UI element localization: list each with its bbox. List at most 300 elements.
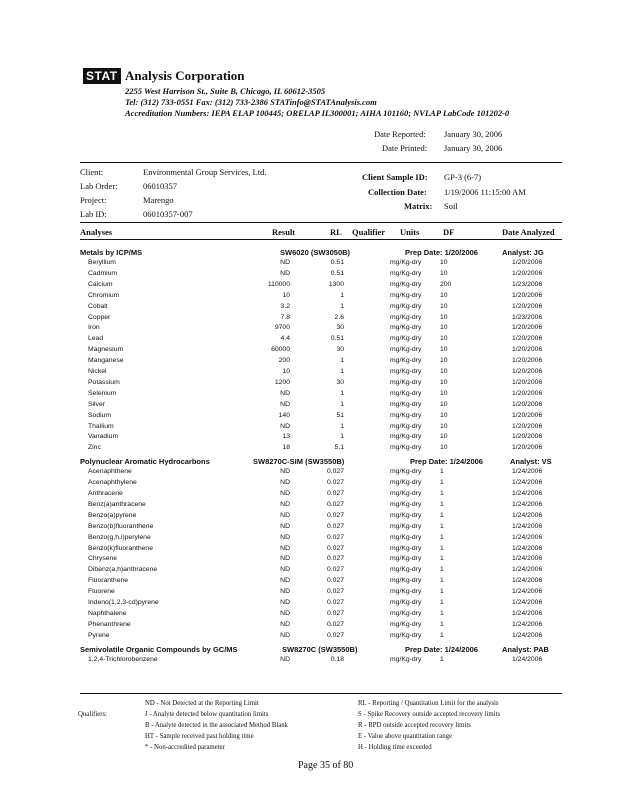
cell-analyte: Fluoranthene <box>88 577 129 585</box>
cell-units: mg/Kg-dry <box>390 291 422 299</box>
cell-result: 140 <box>278 411 290 419</box>
qualifier-item: R - RPD outside accepted recovery limits <box>358 722 471 729</box>
cell-df: 10 <box>440 433 448 441</box>
cell-df: 1 <box>440 555 444 563</box>
cell-df: 10 <box>440 389 448 397</box>
cell-result: 9700 <box>274 324 290 332</box>
cell-df: 1 <box>440 511 444 519</box>
table-row <box>0 588 642 598</box>
cell-date: 1/24/2006 <box>512 566 543 574</box>
cell-result: ND <box>280 588 290 596</box>
cell-units: mg/Kg-dry <box>390 269 422 277</box>
cell-result: ND <box>280 468 290 476</box>
cell-result: 13 <box>282 433 290 441</box>
cell-analyte: Nickel <box>88 368 107 375</box>
cell-analyte: Zinc <box>88 444 101 452</box>
cell-analyte: Calcium <box>88 280 113 288</box>
cell-result: ND <box>280 599 290 606</box>
cell-df: 10 <box>440 269 448 277</box>
col-date-analyzed: Date Analyzed <box>502 227 555 237</box>
table-row <box>0 423 642 433</box>
cell-units: mg/Kg-dry <box>390 555 422 563</box>
cell-units: mg/Kg-dry <box>390 324 422 332</box>
cell-date: 1/24/2006 <box>512 479 543 487</box>
cell-analyte: Benzo(g,h,i)perylene <box>88 533 151 541</box>
table-row <box>0 259 642 269</box>
cell-analyte: Benzo(b)fluoranthene <box>88 522 154 530</box>
cell-rl: 0.027 <box>326 577 344 585</box>
cell-units: mg/Kg-dry <box>390 346 422 354</box>
table-row <box>0 433 642 443</box>
client-value: Environmental Group Services, Ltd. <box>143 167 267 177</box>
cell-df: 1 <box>440 620 444 628</box>
table-row <box>0 379 642 389</box>
qualifier-item: ND - Not Detected at the Reporting Limit <box>145 700 259 707</box>
cell-date: 1/20/2006 <box>512 422 543 430</box>
section-analyst: Analyst: JG <box>502 248 544 257</box>
cell-df: 1 <box>440 468 444 476</box>
cell-df: 1 <box>440 544 444 552</box>
cell-date: 1/20/2006 <box>512 259 543 266</box>
cell-date: 1/24/2006 <box>512 588 543 596</box>
cell-rl: 0.027 <box>326 479 344 487</box>
cell-df: 1 <box>440 655 444 663</box>
cell-date: 1/24/2006 <box>512 500 543 508</box>
cell-units: mg/Kg-dry <box>390 259 422 266</box>
cell-result: 200 <box>278 357 290 365</box>
cell-analyte: Silver <box>88 400 105 408</box>
cell-result: 1200 <box>274 378 290 386</box>
cell-result: 3.2 <box>280 302 290 310</box>
cell-rl: 0.18 <box>330 655 344 663</box>
table-row <box>0 555 642 565</box>
cell-analyte: Benz(a)anthracene <box>88 500 146 508</box>
cell-df: 1 <box>440 522 444 530</box>
section-prep-date: Prep Date: 1/20/2006 <box>405 248 478 257</box>
sample-id-value: GP-3 (6-7) <box>444 172 482 182</box>
divider-client <box>80 222 562 223</box>
cell-df: 1 <box>440 577 444 585</box>
qualifier-item: HT - Sample received past holding time <box>145 733 254 740</box>
table-row <box>0 368 642 378</box>
cell-date: 1/20/2006 <box>512 291 543 299</box>
table-row <box>0 346 642 356</box>
cell-units: mg/Kg-dry <box>390 544 422 552</box>
cell-analyte: Potassium <box>88 378 120 386</box>
table-row <box>0 490 642 500</box>
cell-rl: 1 <box>340 302 344 310</box>
cell-units: mg/Kg-dry <box>390 302 422 310</box>
section-header <box>0 645 642 655</box>
date-printed-label: Date Printed: <box>382 143 428 153</box>
col-qualifier: Qualifier <box>352 227 386 237</box>
cell-rl: 0.027 <box>326 522 344 530</box>
collection-date-value: 1/19/2006 11:15:00 AM <box>444 187 526 197</box>
project-value: Marengo <box>143 195 174 205</box>
project-label: Project: <box>80 195 107 205</box>
cell-df: 200 <box>440 280 452 288</box>
cell-result: 10 <box>282 368 290 375</box>
qualifier-item: J - Analyte detected below quantitation limits <box>145 711 269 718</box>
cell-units: mg/Kg-dry <box>390 655 422 663</box>
cell-units: mg/Kg-dry <box>390 599 422 606</box>
cell-rl: 0.027 <box>326 609 344 617</box>
cell-date: 1/20/2006 <box>512 324 543 332</box>
cell-analyte: Iron <box>88 324 100 332</box>
collection-date-label: Collection Date: <box>368 187 427 197</box>
table-row <box>0 314 642 324</box>
section-header <box>0 248 642 258</box>
cell-units: mg/Kg-dry <box>390 411 422 419</box>
cell-date: 1/20/2006 <box>512 433 543 441</box>
cell-date: 1/24/2006 <box>512 490 543 497</box>
cell-result: ND <box>280 522 290 530</box>
divider-qualifiers <box>80 693 562 694</box>
cell-rl: 30 <box>336 324 344 332</box>
cell-analyte: Copper <box>88 313 111 321</box>
cell-units: mg/Kg-dry <box>390 620 422 628</box>
qualifiers-label: Qualifiers: <box>78 711 108 718</box>
cell-units: mg/Kg-dry <box>390 313 422 321</box>
cell-date: 1/24/2006 <box>512 620 543 628</box>
cell-rl: 0.51 <box>330 259 344 266</box>
cell-units: mg/Kg-dry <box>390 500 422 508</box>
cell-units: mg/Kg-dry <box>390 444 422 452</box>
section-title: Polynuclear Aromatic Hydrocarbons <box>80 457 210 467</box>
cell-rl: 0.027 <box>326 490 344 497</box>
cell-rl: 1 <box>340 357 344 365</box>
section-prep-date: Prep Date: 1/24/2006 <box>410 457 483 467</box>
cell-analyte: Chrysene <box>88 555 118 563</box>
lab-order-label: Lab Order: <box>80 181 118 191</box>
cell-date: 1/20/2006 <box>512 368 543 375</box>
cell-rl: 0.027 <box>326 588 344 596</box>
cell-rl: 51 <box>336 411 344 419</box>
cell-date: 1/24/2006 <box>512 544 543 552</box>
cell-date: 1/24/2006 <box>512 655 543 663</box>
cell-result: ND <box>280 500 290 508</box>
cell-date: 1/24/2006 <box>512 609 543 617</box>
cell-rl: 30 <box>336 346 344 354</box>
cell-rl: 0.027 <box>326 620 344 628</box>
cell-analyte: Magnesium <box>88 346 124 354</box>
cell-df: 1 <box>440 500 444 508</box>
company-contact: Tel: (312) 733-0551 Fax: (312) 733-2386 STATinfo@STATAnalysis.com <box>125 97 377 107</box>
table-row <box>0 390 642 400</box>
cell-analyte: Benzo(a)pyrene <box>88 511 137 519</box>
cell-analyte: Beryllium <box>88 259 116 266</box>
cell-rl: 1 <box>340 368 344 375</box>
date-reported-value: January 30, 2006 <box>444 129 503 139</box>
cell-df: 10 <box>440 324 448 332</box>
table-row <box>0 545 642 555</box>
client-label: Client: <box>80 167 104 177</box>
cell-date: 1/20/2006 <box>512 411 543 419</box>
cell-rl: 0.027 <box>326 468 344 476</box>
cell-result: ND <box>280 544 290 552</box>
lab-id-value: 06010357-007 <box>143 209 193 219</box>
cell-result: 110000 <box>267 280 290 288</box>
cell-rl: 0.027 <box>326 631 344 639</box>
table-row <box>0 577 642 587</box>
cell-rl: 0.027 <box>326 500 344 508</box>
page-number: Page 35 of 80 <box>298 760 354 771</box>
cell-result: 60000 <box>271 346 290 354</box>
cell-result: ND <box>280 533 290 541</box>
company-name: Analysis Corporation <box>125 68 245 83</box>
section-header <box>0 457 642 467</box>
table-row <box>0 599 642 609</box>
cell-df: 10 <box>440 335 448 343</box>
table-row <box>0 401 642 411</box>
qualifier-item: E - Value above quantitation range <box>358 733 453 740</box>
cell-rl: 0.027 <box>326 555 344 563</box>
cell-analyte: Naphthalene <box>88 609 127 617</box>
cell-date: 1/24/2006 <box>512 511 543 519</box>
cell-analyte: Cadmium <box>88 269 118 277</box>
cell-analyte: Pyrene <box>88 631 110 639</box>
cell-date: 1/20/2006 <box>512 269 543 277</box>
cell-date: 1/20/2006 <box>512 357 543 365</box>
table-row <box>0 468 642 478</box>
cell-date: 1/24/2006 <box>512 631 543 639</box>
cell-result: ND <box>280 259 290 266</box>
cell-units: mg/Kg-dry <box>390 357 422 365</box>
table-row <box>0 512 642 522</box>
cell-rl: 1 <box>340 389 344 397</box>
divider-header <box>80 239 562 240</box>
cell-date: 1/20/2006 <box>512 302 543 310</box>
cell-units: mg/Kg-dry <box>390 522 422 530</box>
cell-df: 1 <box>440 566 444 574</box>
cell-date: 1/23/2006 <box>512 280 543 288</box>
qualifier-item: B - Analyte detected in the associated Method Blank <box>145 722 289 729</box>
cell-result: ND <box>280 422 290 430</box>
cell-df: 10 <box>440 302 448 310</box>
section-analyst: Analyst: VS <box>510 457 552 467</box>
qualifier-item: H - Holding time exceeded <box>358 744 432 751</box>
table-row <box>0 501 642 511</box>
cell-units: mg/Kg-dry <box>390 577 422 585</box>
cell-result: 7.8 <box>280 313 290 321</box>
cell-df: 10 <box>440 368 448 375</box>
cell-rl: 1 <box>340 400 344 408</box>
section-analyst: Analyst: PAB <box>502 644 549 654</box>
table-row <box>0 270 642 280</box>
col-rl: RL <box>330 227 342 237</box>
cell-rl: 30 <box>336 378 344 386</box>
table-row <box>0 523 642 533</box>
cell-analyte: Acenaphthene <box>88 468 132 476</box>
cell-df: 10 <box>440 422 448 430</box>
cell-rl: 0.027 <box>326 566 344 574</box>
section-method: SW6020 (SW3050B) <box>280 248 351 257</box>
cell-result: ND <box>280 490 290 497</box>
cell-rl: 1300 <box>328 280 344 288</box>
cell-df: 10 <box>440 357 448 365</box>
table-row <box>0 303 642 313</box>
cell-units: mg/Kg-dry <box>390 368 422 375</box>
table-row <box>0 335 642 345</box>
cell-df: 10 <box>440 411 448 419</box>
table-row <box>0 621 642 631</box>
col-df: DF <box>443 227 455 237</box>
col-analyses: Analyses <box>80 227 113 237</box>
cell-result: 18 <box>282 444 290 452</box>
qualifier-item: S - Spike Recovery outside accepted recovery limits <box>358 711 501 718</box>
divider-top <box>80 162 562 163</box>
cell-result: ND <box>280 620 290 628</box>
table-row <box>0 479 642 489</box>
cell-analyte: Thallium <box>88 422 114 430</box>
cell-rl: 0.51 <box>330 335 344 343</box>
cell-df: 10 <box>440 291 448 299</box>
cell-analyte: Vanadium <box>88 433 119 441</box>
cell-analyte: Manganese <box>88 357 124 365</box>
table-row <box>0 324 642 334</box>
cell-df: 10 <box>440 444 448 452</box>
cell-df: 1 <box>440 479 444 487</box>
cell-units: mg/Kg-dry <box>390 335 422 343</box>
cell-result: ND <box>280 269 290 277</box>
cell-result: ND <box>280 566 290 574</box>
cell-df: 10 <box>440 346 448 354</box>
col-units: Units <box>400 227 420 237</box>
cell-date: 1/20/2006 <box>512 400 543 408</box>
cell-date: 1/24/2006 <box>512 522 543 530</box>
table-row <box>0 656 642 666</box>
cell-units: mg/Kg-dry <box>390 631 422 639</box>
cell-date: 1/20/2006 <box>512 346 543 354</box>
cell-date: 1/24/2006 <box>512 555 543 563</box>
cell-analyte: 1,2,4-Trichlorobenzene <box>88 655 158 663</box>
cell-result: ND <box>280 609 290 617</box>
cell-df: 10 <box>440 378 448 386</box>
cell-date: 1/20/2006 <box>512 378 543 386</box>
cell-date: 1/20/2006 <box>512 335 543 343</box>
cell-rl: 1 <box>340 422 344 430</box>
cell-rl: 2.6 <box>334 313 344 321</box>
cell-df: 10 <box>440 259 448 266</box>
matrix-value: Soil <box>444 201 458 211</box>
section-prep-date: Prep Date: 1/24/2006 <box>405 644 478 654</box>
cell-units: mg/Kg-dry <box>390 389 422 397</box>
cell-date: 1/24/2006 <box>512 599 543 606</box>
cell-date: 1/24/2006 <box>512 468 543 476</box>
cell-result: 10 <box>282 291 290 299</box>
cell-analyte: Anthracene <box>88 490 123 497</box>
cell-analyte: Sodium <box>88 411 112 419</box>
table-row <box>0 281 642 291</box>
cell-rl: 0.51 <box>330 269 344 277</box>
cell-analyte: Lead <box>88 335 104 343</box>
cell-analyte: Benzo(k)fluoranthene <box>88 544 153 552</box>
table-row <box>0 444 642 454</box>
cell-analyte: Dibenz(a,h)anthracene <box>88 566 158 574</box>
cell-units: mg/Kg-dry <box>390 490 422 497</box>
cell-units: mg/Kg-dry <box>390 378 422 386</box>
cell-units: mg/Kg-dry <box>390 468 422 476</box>
cell-rl: 5.1 <box>334 444 344 452</box>
section-title: Metals by ICP/MS <box>80 248 143 257</box>
cell-units: mg/Kg-dry <box>390 566 422 574</box>
qualifier-item: * - Non-accredited parameter <box>145 744 225 751</box>
lab-order-value: 06010357 <box>143 181 177 191</box>
cell-result: ND <box>280 631 290 639</box>
cell-result: ND <box>280 400 290 408</box>
sample-id-label: Client Sample ID: <box>362 172 428 182</box>
cell-analyte: Chromium <box>88 291 120 299</box>
cell-result: 4.4 <box>280 335 290 343</box>
table-row <box>0 412 642 422</box>
cell-rl: 0.027 <box>326 533 344 541</box>
cell-rl: 0.027 <box>326 544 344 552</box>
section-method: SW8270C (SW3550B) <box>282 644 358 654</box>
cell-result: ND <box>280 389 290 397</box>
cell-units: mg/Kg-dry <box>390 511 422 519</box>
cell-units: mg/Kg-dry <box>390 422 422 430</box>
cell-df: 10 <box>440 400 448 408</box>
cell-rl: 1 <box>340 291 344 299</box>
cell-analyte: Phenanthrene <box>88 620 131 628</box>
cell-analyte: Indeno(1,2,3-cd)pyrene <box>88 599 159 606</box>
table-row <box>0 534 642 544</box>
col-result: Result <box>272 227 296 237</box>
cell-date: 1/23/2006 <box>512 313 543 321</box>
cell-units: mg/Kg-dry <box>390 588 422 596</box>
date-printed-value: January 30, 2006 <box>444 143 503 153</box>
cell-df: 1 <box>440 631 444 639</box>
table-row <box>0 357 642 367</box>
cell-df: 1 <box>440 588 444 596</box>
company-address: 2255 West Harrison St., Suite B, Chicago, IL 60612-3505 <box>125 86 326 96</box>
company-logo: STAT <box>83 68 121 84</box>
table-row <box>0 292 642 302</box>
lab-id-label: Lab ID: <box>80 209 107 219</box>
cell-units: mg/Kg-dry <box>390 433 422 441</box>
cell-analyte: Selenium <box>88 389 117 397</box>
cell-df: 1 <box>440 609 444 617</box>
cell-rl: 0.027 <box>326 599 344 606</box>
cell-units: mg/Kg-dry <box>390 609 422 617</box>
cell-analyte: Cobalt <box>88 302 108 310</box>
cell-df: 1 <box>440 490 444 497</box>
section-method: SW8270C-SIM (SW3550B) <box>253 457 345 467</box>
cell-units: mg/Kg-dry <box>390 400 422 408</box>
cell-units: mg/Kg-dry <box>390 533 422 541</box>
cell-analyte: Fluorene <box>88 588 115 596</box>
cell-units: mg/Kg-dry <box>390 479 422 487</box>
date-reported-label: Date Reported: <box>374 129 426 139</box>
matrix-label: Matrix: <box>404 201 433 211</box>
cell-analyte: Acenaphthylene <box>88 479 137 487</box>
company-accreditation: Accreditation Numbers: IEPA ELAP 100445; ORELAP IL300001; AIHA 101160; NVLAP LabCode 101202-0 <box>125 108 510 118</box>
section-title: Semivolatile Organic Compounds by GC/MS <box>80 644 238 654</box>
table-row <box>0 632 642 642</box>
table-row <box>0 566 642 576</box>
cell-df: 1 <box>440 533 444 541</box>
cell-rl: 0.027 <box>326 511 344 519</box>
cell-date: 1/20/2006 <box>512 444 543 452</box>
cell-rl: 1 <box>340 433 344 441</box>
cell-result: ND <box>280 577 290 585</box>
qualifier-item: RL - Reporting / Quantitation Limit for the analysis <box>358 700 499 707</box>
cell-df: 1 <box>440 599 444 606</box>
cell-date: 1/20/2006 <box>512 389 543 397</box>
cell-result: ND <box>280 655 290 663</box>
cell-result: ND <box>280 479 290 487</box>
table-row <box>0 610 642 620</box>
